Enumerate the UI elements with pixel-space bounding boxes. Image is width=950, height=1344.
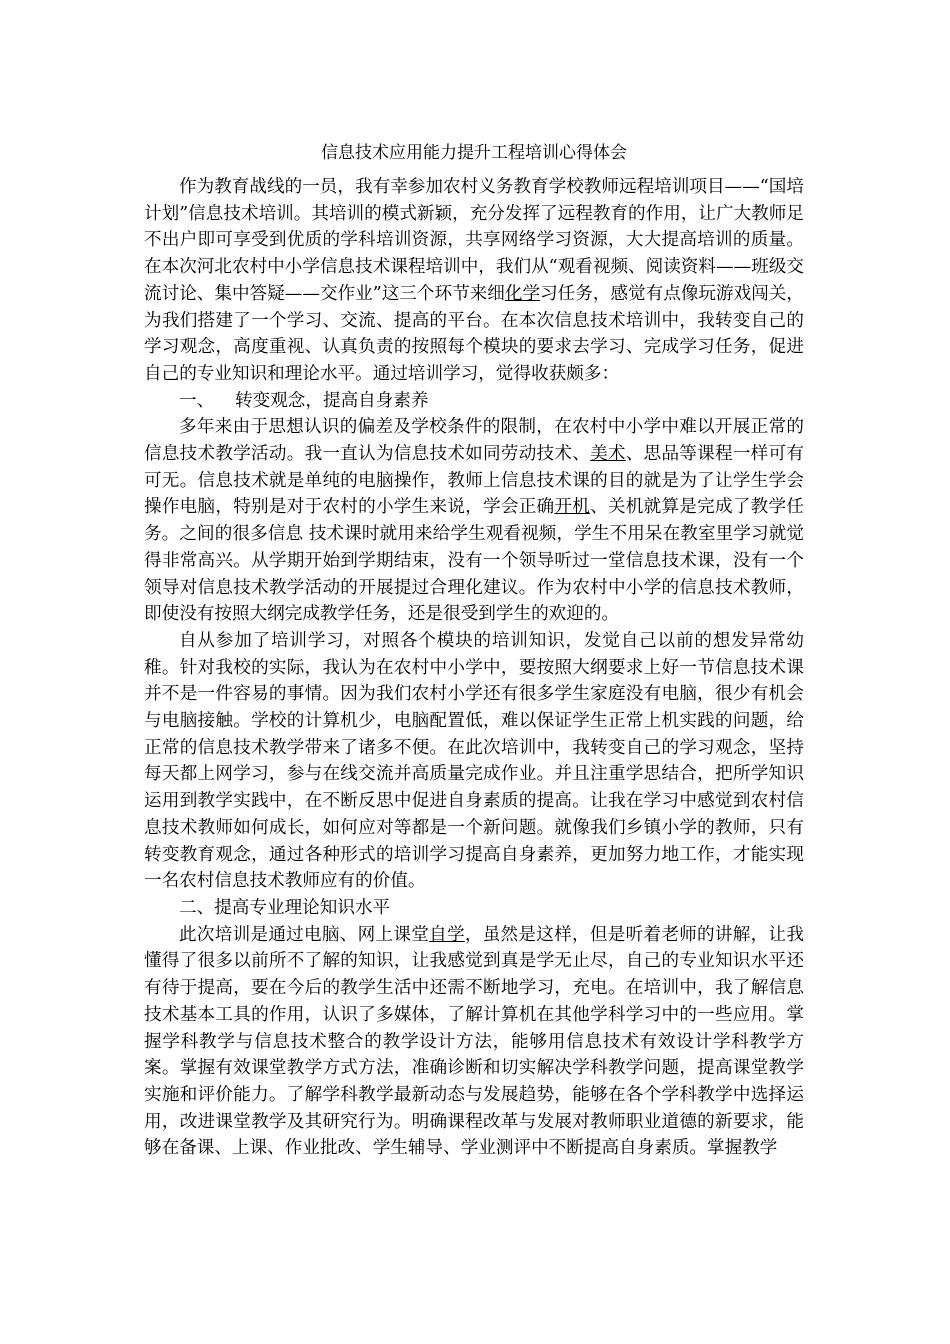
text-run: 多年来由于思想认识的偏差及学校条件的限制，在农村中小学中难以开展正常的信息技术教学活动。我一直认为信息技术如同劳动技术、 — [144, 417, 804, 465]
underlined-link-text[interactable]: 开机 — [554, 497, 591, 518]
underlined-link-text[interactable]: 化学 — [504, 283, 541, 304]
text-run: 习任务，感觉有点像玩游戏闯关，为我们搭建了一个学习、交流、提高的平台。在本次信息技术培训中，我转变自己的学习观念，高度重视、认真负责的按照每个模块的要求去学习、完成学习任务，促进自己的专业知识和理论水平。通过培训学习，觉得收获颇多： — [144, 283, 804, 384]
underlined-link-text[interactable]: 自学 — [429, 924, 465, 945]
body-paragraph-4 — [144, 922, 804, 1162]
heading-number: 一、 — [179, 390, 215, 411]
heading-number: 二、 — [179, 897, 215, 918]
text-run: 作为教育战线的一员，我有幸参加农村义务教育学校教师远程培训项目——“国培计划”信息技术培训。其培训的模式新颖，充分发挥了远程教育的作用，让广大教师足不出户即可享受到优质的学科培训资源，共享网络学习资源，大大提高培训的质量。在本次河北农村中小学信息技术课程培训中，我们从“观看视频、阅读资料——班级交流讨论、集中答疑——交作业”这三个环节来细 — [144, 177, 804, 304]
text-run: 、思品等课程一样可有可无。信息技术就是单纯的电脑操作，教师上信息技术课的目的就是为了让学生学会操作电脑，特别是对于农村的小学生来说，学会正确 — [144, 444, 804, 518]
body-paragraph-1 — [144, 174, 804, 388]
document-title: 信息技术应用能力提升工程培训心得体会 — [321, 143, 627, 163]
heading-text: 转变观念，提高自身素养 — [235, 390, 429, 411]
document-page — [144, 140, 804, 1162]
section-heading-1 — [144, 388, 804, 415]
text-run: ，虽然是这样，但是听着老师的讲解，让我懂得了很多以前所不了解的知识，让我感觉到真是学无止尽，自己的专业知识水平还有待于提高，要在今后的教学生活中还需不断地学习，充电。在培训中，我了解信息技术基本工具的作用，认识了多媒体，了解计算机在其他学科学习中的一些应用。掌握学科教学与信息技术整合的教学设计方法，能够用信息技术有效设计学科教学方案。掌握有效课堂教学方式方法，准确诊断和切实解决学科教学问题，提高课堂教学实施和评价能力。了解学科教学最新动态与发展趋势，能够在各个学科教学中选择运用，改进课堂教学及其研究行为。明确课程改革与发展对教师职业道德的新要求，能够在备课、上课、作业批改、学生辅导、学业测评中不断提高自身素质。掌握教学 — [144, 924, 804, 1159]
body-paragraph-3 — [144, 628, 804, 895]
text-run: 、关机就算是完成了教学任务。之间的很多信息 技术课时就用来给学生观看视频，学生不用呆在教室里学习就觉得非常高兴。从学期开始到学期结束，没有一个领导听过一堂信息技术课，没有一个领导对信息技术教学活动的开展提过合理化建议。作为农村中小学的信息技术教师，即使没有按照大纲完成教学任务，还是很受到学生的欢迎的。 — [144, 497, 804, 625]
underlined-link-text[interactable]: 美术 — [590, 444, 626, 465]
heading-text: 提高专业理论知识水平 — [214, 897, 391, 918]
text-run: 自从参加了培训学习，对照各个模块的培训知识，发觉自己以前的想发异常幼稚。针对我校的实际，我认为在农村中小学中，要按照大纲要求上好一节信息技术课并不是一件容易的事情。因为我们农村小学还有很多学生家庭没有电脑，很少有机会与电脑接触。学校的计算机少，电脑配置低，难以保证学生正常上机实践的问题，给正常的信息技术教学带来了诸多不便。在此次培训中，我转变自己的学习观念，坚持每天都上网学习，参与在线交流并高质量完成作业。并且注重学思结合，把所学知识运用到教学实践中，在不断反思中促进自身素质的提高。让我在学习中感觉到农村信息技术教师如何成长，如何应对等都是一个新问题。就像我们乡镇小学的教师，只有转变教育观念，通过各种形式的培训学习提高自身素养，更加努力地工作，才能实现一名农村信息技术教师应有的价值。 — [144, 630, 804, 892]
text-run: 此次培训是通过电脑、网上课堂 — [179, 924, 430, 945]
section-heading-2 — [144, 895, 804, 922]
body-paragraph-2 — [144, 414, 804, 628]
